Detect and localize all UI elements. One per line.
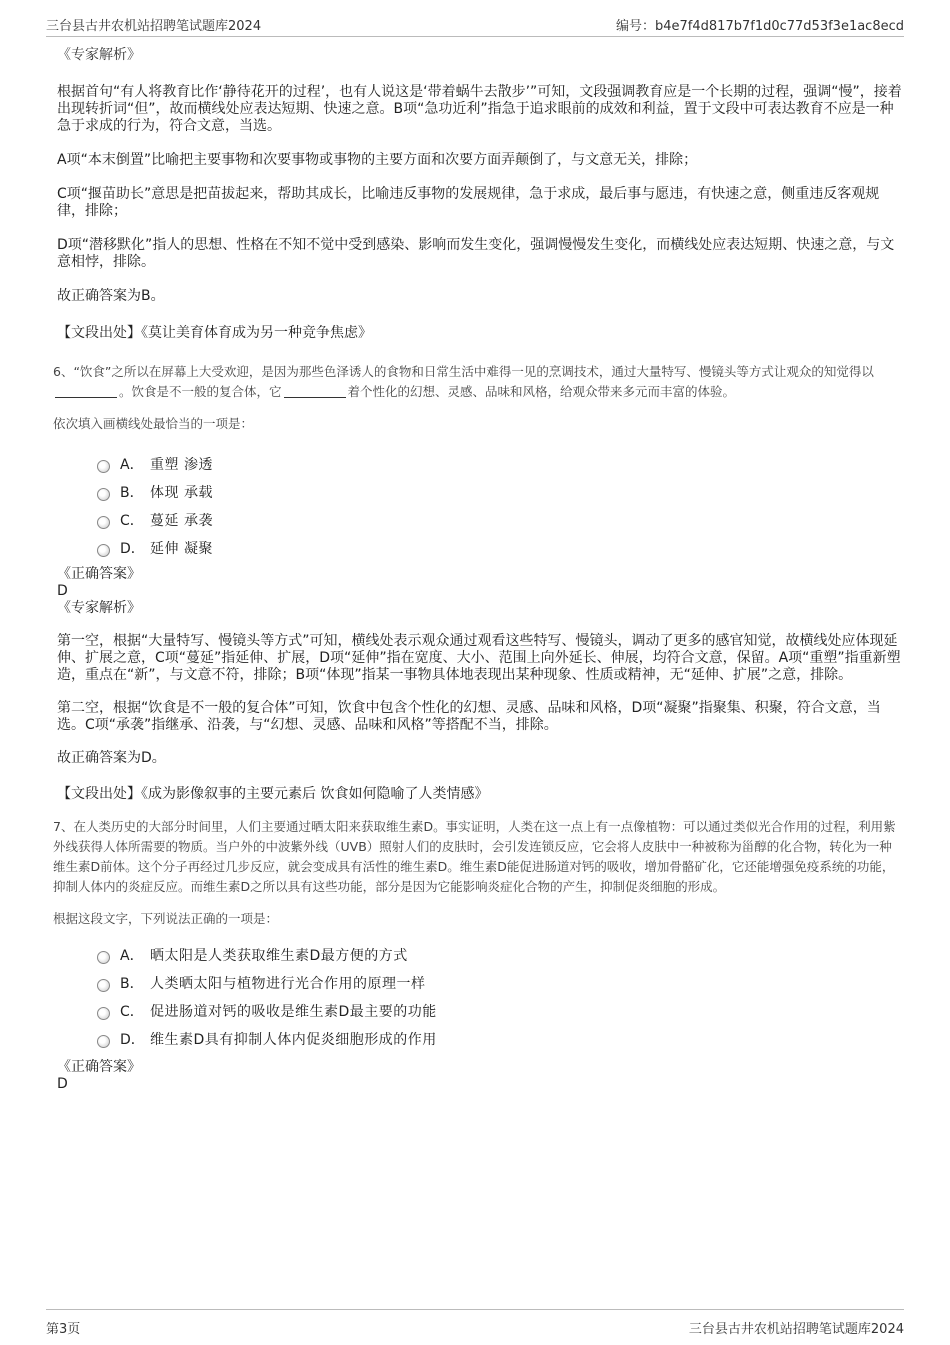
- page-number: 第3页: [46, 1322, 81, 1337]
- q6-stem: [53, 362, 904, 402]
- q7-options: [97, 941, 904, 1053]
- q6-prompt: 依次填入画横线处最恰当的一项是：: [53, 416, 254, 431]
- radio-icon[interactable]: [97, 488, 110, 501]
- q6-analysis-label: 《专家解析》: [57, 600, 141, 616]
- q7-option-a[interactable]: A． 晒太阳是人类获取维生素D最方便的方式: [97, 941, 904, 969]
- q6-stem-part-a: 6、“饮食”之所以在屏幕上大受欢迎，是因为那些色泽诱人的食物和日常生活中难得一见的烹调技术，通过大量特写、慢镜头等方式让观众的知觉得以: [53, 364, 874, 379]
- q7-stem: 7、在人类历史的大部分时间里，人们主要通过晒太阳来获取维生素D。事实证明，人类在这一点上有一点像植物：可以通过类似光合作用的过程，利用紫外线获得人体所需要的物质。当户外的中波紫外线（UVB）照射人们的皮肤时，会引发连锁反应，它会将人皮肤中一种被称为甾醇的化合物，转化为一种维生素D前体。这个分子再经过几步反应，就会变成具有活性的维生素D。维生素D能促进肠道对钙的吸收，增加骨骼矿化，它还能增强免疫系统的功能，抑制人体内的炎症反应。而维生素D之所以具有这些功能，部分是因为它能影响炎症化合物的产生，抑制促炎细胞的形成。: [53, 819, 896, 894]
- radio-icon[interactable]: [97, 544, 110, 557]
- q7-prompt: 根据这段文字，下列说法正确的一项是：: [53, 911, 279, 926]
- q6-option-d[interactable]: D． 延伸 凝聚: [97, 534, 904, 562]
- radio-icon[interactable]: [97, 1035, 110, 1048]
- q7-answer-label: 《正确答案》: [57, 1059, 141, 1075]
- q6-analysis-p1: 第一空，根据“大量特写、慢镜头等方式”可知，横线处表示观众通过观看这些特写、慢镜头，调动了更多的感官知觉，故横线处应体现延伸、扩展之意，C项“蔓延”指延伸、扩展，D项“延伸”指在宽度、大小、范围上向外延长、伸展，均符合文意，保留。A项“重塑”指重新塑造，重点在“新”，与文意不符，排除；B项“体现”指某一事物具体地表现出某种现象、性质或精神，无“延伸、扩展”之意，排除。: [57, 633, 901, 683]
- q5-analysis-p4: D项“潜移默化”指人的思想、性格在不知不觉中受到感染、影响而发生变化，强调慢慢发生变化，而横线处应表达短期、快速之意，与文意相悖，排除。: [57, 237, 895, 270]
- page-content: [53, 44, 904, 1093]
- q7-answer: D: [57, 1076, 68, 1092]
- radio-icon[interactable]: [97, 951, 110, 964]
- radio-icon[interactable]: [97, 979, 110, 992]
- q6-blank-1: [55, 385, 117, 398]
- document-serial: 编号：b4e7f4d817b7f1d0c77d53f3e1ac8ecd: [616, 19, 904, 34]
- q5-source: 【文段出处】《莫让美育体育成为另一种竞争焦虑》: [57, 325, 372, 341]
- q6-conclusion: 故正确答案为D。: [57, 750, 166, 766]
- radio-icon[interactable]: [97, 516, 110, 529]
- q7-option-b[interactable]: B． 人类晒太阳与植物进行光合作用的原理一样: [97, 969, 904, 997]
- header-title: 三台县古井农机站招聘笔试题库2024: [46, 19, 262, 34]
- radio-icon[interactable]: [97, 1007, 110, 1020]
- q6-option-c[interactable]: C． 蔓延 承袭: [97, 506, 904, 534]
- footer-title: 三台县古井农机站招聘笔试题库2024: [688, 1322, 904, 1337]
- q7-option-d[interactable]: D． 维生素D具有抑制人体内促炎细胞形成的作用: [97, 1025, 904, 1053]
- q6-answer: D: [57, 583, 68, 599]
- q5-analysis-label: 《专家解析》: [57, 47, 141, 63]
- q6-option-b[interactable]: B． 体现 承载: [97, 478, 904, 506]
- q6-analysis-p2: 第二空，根据“饮食是不一般的复合体”可知，饮食中包含个性化的幻想、灵感、品味和风格，D项“凝聚”指聚集、积聚，符合文意，当选。C项“承袭”指继承、沿袭，与“幻想、灵感、品味和风格”等搭配不当，排除。: [57, 700, 881, 733]
- q6-options: [97, 450, 904, 562]
- page-footer: [46, 1309, 904, 1337]
- q5-analysis-p1: 根据首句“有人将教育比作‘静待花开的过程’，也有人说这是‘带着蜗牛去散步’”可知，文段强调教育应是一个长期的过程，强调“慢”，接着出现转折词“但”，故而横线处应表达短期、快速之意。B项“急功近利”指急于追求眼前的成效和利益，置于文段中可表达教育不应是一种急于求成的行为，符合文意，当选。: [57, 84, 902, 134]
- q7-option-c[interactable]: C． 促进肠道对钙的吸收是维生素D最主要的功能: [97, 997, 904, 1025]
- radio-icon[interactable]: [97, 460, 110, 473]
- q5-conclusion: 故正确答案为B。: [57, 288, 165, 304]
- q6-blank-2: [284, 385, 346, 398]
- q6-answer-label: 《正确答案》: [57, 566, 141, 582]
- q5-analysis-p3: C项“揠苗助长”意思是把苗拔起来，帮助其成长，比喻违反事物的发展规律，急于求成，最后事与愿违，有快速之意，侧重违反客观规律，排除；: [57, 186, 880, 219]
- q6-stem-part-c: 着个性化的幻想、灵感、品味和风格，给观众带来多元而丰富的体验。: [347, 384, 736, 399]
- q6-source: 【文段出处】《成为影像叙事的主要元素后 饮食如何隐喻了人类情感》: [57, 786, 489, 802]
- page-header: [46, 14, 904, 37]
- q5-analysis-p2: A项“本末倒置”比喻把主要事物和次要事物或事物的主要方面和次要方面弄颠倒了，与文意无关，排除；: [57, 152, 698, 168]
- q6-stem-part-b: 。饮食是不一般的复合体，它: [119, 384, 282, 399]
- q6-option-a[interactable]: A． 重塑 渗透: [97, 450, 904, 478]
